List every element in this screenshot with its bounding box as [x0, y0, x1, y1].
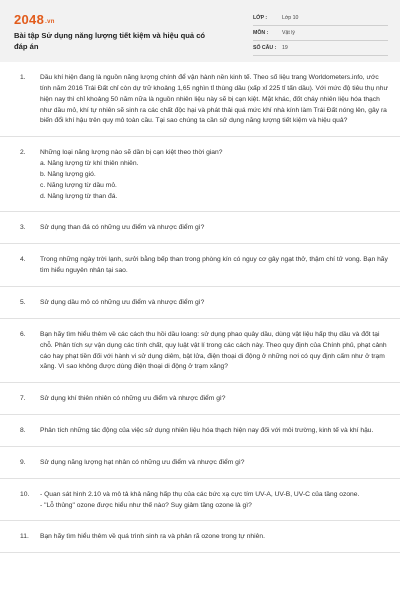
question-item — [0, 447, 400, 479]
question-item — [0, 212, 400, 244]
page-title: Bài tập Sử dụng năng lượng tiết kiệm và hiệu quả có đáp án — [14, 31, 206, 51]
logo-suffix: .vn — [45, 19, 55, 25]
question-list — [0, 62, 400, 600]
question-number: 1. — [20, 74, 26, 81]
question-item — [0, 287, 400, 319]
meta-value-class: Lớp 10 — [282, 15, 299, 21]
header — [0, 0, 400, 62]
question-item — [0, 244, 400, 287]
question-text: Sử dụng dầu mỏ có những ưu điểm và nhược điểm gì? — [40, 298, 205, 306]
question-item — [0, 319, 400, 383]
question-text: Bạn hãy tìm hiểu thêm về các cách thu hồi dầu loang: sử dụng phao quây dầu, dùng vật liệu hấp thụ dầu và đốt tại chỗ. Phân tích sự vận dụng các tính chất, quy luật vật lí trong các cách này. Theo quy định của Chính phủ, phạt cảnh cáo hay phạt tiền đối với hành vi sử dụng diêm, bật lửa, điện thoại di động ở những nơi có quy định cấm như ở trạm xăng. Vì sao không được dùng điện thoại di động ở trạm xăng? — [40, 330, 387, 371]
answer-option: d. Năng lượng từ than đá. — [40, 192, 118, 200]
answer-option: a. Năng lượng từ khí thiên nhiên. — [40, 160, 139, 168]
logo-text: 2048 — [14, 12, 45, 27]
question-item — [0, 479, 400, 522]
site-logo[interactable] — [14, 12, 55, 27]
question-number: 11. — [20, 533, 29, 541]
question-number: 10. — [20, 490, 30, 498]
meta-value-subject: Vật lý — [282, 30, 295, 36]
question-number: 5. — [20, 298, 26, 306]
meta-row-class — [253, 12, 388, 26]
question-item — [0, 383, 400, 415]
question-text: Sử dụng than đá có những ưu điểm và nhược điểm gì? — [40, 224, 205, 232]
meta-value-count: 19 — [282, 45, 288, 51]
question-text: Sử dụng năng lượng hạt nhân có những ưu điểm và nhược điểm gì? — [40, 458, 245, 466]
meta-row-count — [253, 42, 388, 56]
question-text: Những loại năng lượng nào sẽ dần bị cạn kiệt theo thời gian? — [40, 149, 223, 157]
meta-label-count: SỐ CÂU : — [253, 45, 277, 51]
meta-label-class: LỚP : — [253, 15, 268, 21]
question-number: 9. — [20, 458, 26, 466]
question-text: Phân tích những tác động của việc sử dụng nhiên liệu hóa thạch hiện nay đối với môi trường, kinh tế và khí hậu. — [40, 427, 374, 435]
question-number: 6. — [20, 330, 26, 338]
question-number: 7. — [20, 395, 26, 403]
question-item — [0, 62, 400, 137]
question-number: 4. — [20, 256, 26, 264]
question-text: - Quan sát hình 2.10 và mô tả khả năng hấp thụ của các bức xạ cực tím UV-A, UV-B, UV-C của tầng ozone. — [40, 490, 360, 498]
answer-option: c. Năng lượng từ dầu mỏ. — [40, 181, 117, 189]
question-text: Sử dụng khí thiên nhiên có những ưu điểm và nhược điểm gì? — [40, 395, 226, 403]
question-item — [0, 137, 400, 212]
question-text: Trong những ngày trời lạnh, sưởi bằng bếp than trong phòng kín có nguy cơ gây ngạt thở, thậm chí tử vong. Bạn hãy tìm hiểu nguyên nhân tại sao. — [40, 256, 388, 275]
question-item — [0, 521, 400, 553]
question-text: Bạn hãy tìm hiểu thêm về quá trình sinh ra và phân rã ozone trong tự nhiên. — [40, 533, 265, 541]
meta-label-subject: MÔN : — [253, 30, 269, 36]
answer-option: b. Năng lượng gió. — [40, 170, 96, 178]
question-number: 3. — [20, 224, 26, 232]
question-number: 8. — [20, 427, 26, 435]
question-number: 2. — [20, 149, 26, 157]
meta-info — [253, 12, 388, 57]
question-item — [0, 415, 400, 447]
question-subtext: - "Lỗ thủng" ozone được hiểu như thế nào? Suy giảm tầng ozone là gì? — [40, 501, 252, 509]
question-text: Dầu khí hiện đang là nguồn năng lượng chính để vận hành nền kinh tế. Theo số liệu trang Worldometers.info, ước tính năm 2016 Trái Đất chỉ còn dự trữ khoảng 1,65 nghìn tỉ thùng dầu (xấp xỉ 225 tỉ tấn dầu). Với mức độ tiêu thụ như hiện nay thì chỉ khoảng 50 năm nữa là nguồn nhiên liệu này sẽ bị cạn kiệt. Mặt khác, đốt cháy nhiên liệu hóa thạch như dầu mỏ, khí tự nhiên sẽ sinh ra các chất độc hại và phát thải quá mức khí nhà kính làm Trái Đất nóng lên, gây ra biến đổi khí hậu trên quy mô toàn cầu. Tại sao chúng ta cần sử dụng năng lượng tiết kiệm và hiệu quả? — [40, 74, 388, 125]
meta-row-subject — [253, 27, 388, 41]
